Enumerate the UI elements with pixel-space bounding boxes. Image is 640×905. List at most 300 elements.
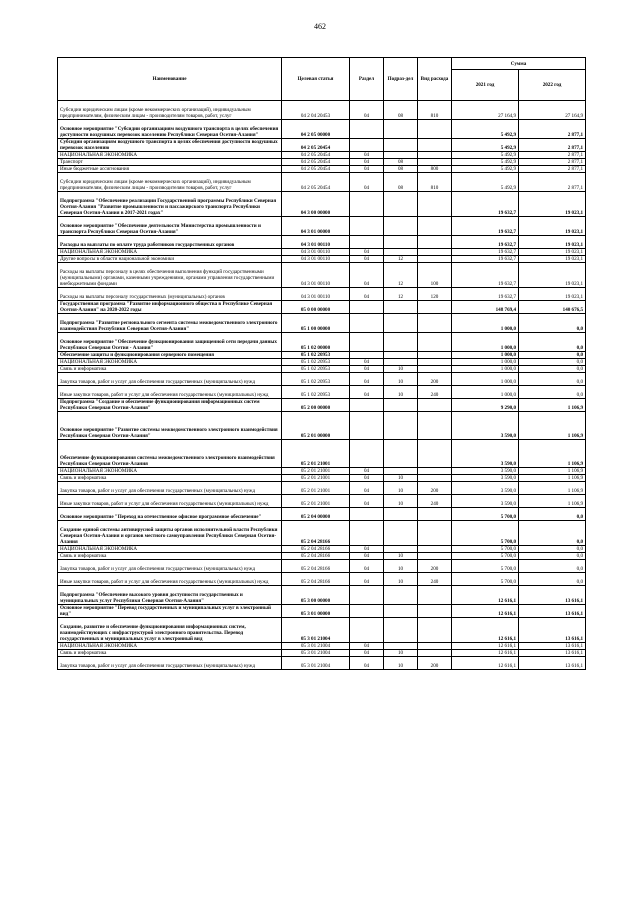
cell-section: 04 <box>350 288 384 301</box>
cell-target-article: 05 2 04 28166 <box>282 546 350 553</box>
cell-expense-type <box>418 366 452 373</box>
cell-expense-type <box>418 586 452 605</box>
cell-section: 04 <box>350 386 384 399</box>
cell-target-article: 05 2 01 21001 <box>282 495 350 508</box>
header-expense-type: Вид расхода <box>418 58 452 101</box>
cell-target-article: 04 2 04 20453 <box>282 101 350 120</box>
cell-target-article: 05 3 00 00000 <box>282 586 350 605</box>
cell-subsection: 10 <box>384 553 418 560</box>
table-row <box>58 508 586 521</box>
cell-target-article: 05 0 00 00000 <box>282 301 350 314</box>
cell-sum-2021: 1 000,0 <box>452 359 519 366</box>
cell-sum-2021: 5 492,9 <box>452 139 519 152</box>
cell-subsection <box>384 352 418 359</box>
table-row <box>58 650 586 657</box>
table-row <box>58 256 586 263</box>
cell-subsection <box>384 618 418 643</box>
cell-section <box>350 440 384 468</box>
table-row <box>58 166 586 173</box>
cell-sum-2022: 0,0 <box>519 546 586 553</box>
cell-target-article: 05 2 04 28166 <box>282 553 350 560</box>
cell-sum-2022: 0,0 <box>519 333 586 352</box>
cell-sum-2021: 19 632,7 <box>452 192 519 217</box>
cell-name: Субсидии организациям воздушного транспорта в целях обеспечения доступности воздушных перевозок населению <box>58 139 282 152</box>
cell-sum-2021: 3 590,0 <box>452 482 519 495</box>
cell-expense-type <box>418 359 452 366</box>
cell-expense-type <box>418 440 452 468</box>
cell-target-article: 04 3 01 00000 <box>282 217 350 236</box>
cell-subsection: 10 <box>384 650 418 657</box>
cell-section: 04 <box>350 546 384 553</box>
budget-table <box>57 57 586 670</box>
cell-sum-2021: 5 492,9 <box>452 166 519 173</box>
cell-sum-2022: 1 106,9 <box>519 440 586 468</box>
cell-section <box>350 314 384 333</box>
cell-sum-2021: 148 769,4 <box>452 301 519 314</box>
cell-sum-2022: 1 106,9 <box>519 482 586 495</box>
cell-sum-2022: 1 106,9 <box>519 468 586 475</box>
table-row <box>58 314 586 333</box>
cell-sum-2022: 1 106,9 <box>519 412 586 440</box>
cell-sum-2021: 12 616,1 <box>452 586 519 605</box>
cell-sum-2021: 5 492,9 <box>452 173 519 192</box>
cell-target-article: 04 2 05 20454 <box>282 159 350 166</box>
cell-target-article: 05 1 02 20953 <box>282 352 350 359</box>
table-row <box>58 482 586 495</box>
cell-section <box>350 586 384 605</box>
table-row <box>58 560 586 573</box>
table-row <box>58 412 586 440</box>
cell-sum-2022: 0,0 <box>519 314 586 333</box>
cell-target-article: 04 2 05 20454 <box>282 139 350 152</box>
cell-sum-2022: 2 877,1 <box>519 173 586 192</box>
cell-sum-2021: 5 700,0 <box>452 546 519 553</box>
cell-name: Создание, развитие и обеспечение функционирования информационных систем, взаимодействующих с инфраструктурой электронного правительства. Перевод государственных и муниципальных услуг в электронный вид <box>58 618 282 643</box>
table-row <box>58 573 586 586</box>
cell-sum-2022: 13 616,1 <box>519 657 586 670</box>
table-row <box>58 192 586 217</box>
table-row <box>58 440 586 468</box>
header-name: Наименование <box>58 58 282 101</box>
table-row <box>58 521 586 546</box>
cell-expense-type <box>418 301 452 314</box>
cell-name: Связь и информатика <box>58 650 282 657</box>
cell-expense-type <box>418 643 452 650</box>
cell-subsection: 10 <box>384 573 418 586</box>
cell-sum-2021: 19 632,7 <box>452 249 519 256</box>
cell-sum-2021: 12 616,1 <box>452 643 519 650</box>
cell-sum-2022: 0,0 <box>519 553 586 560</box>
cell-target-article: 04 2 05 20454 <box>282 152 350 159</box>
cell-subsection <box>384 508 418 521</box>
cell-target-article: 05 1 02 20953 <box>282 373 350 386</box>
cell-sum-2022: 13 616,1 <box>519 618 586 643</box>
cell-name: НАЦИОНАЛЬНАЯ ЭКОНОМИКА <box>58 643 282 650</box>
cell-sum-2021: 1 000,0 <box>452 373 519 386</box>
cell-sum-2021: 1 000,0 <box>452 366 519 373</box>
cell-name: Транспорт <box>58 159 282 166</box>
cell-expense-type <box>418 412 452 440</box>
cell-subsection <box>384 468 418 475</box>
cell-target-article: 05 3 01 21004 <box>282 650 350 657</box>
cell-target-article: 05 1 00 00000 <box>282 314 350 333</box>
cell-target-article: 05 2 04 28166 <box>282 573 350 586</box>
cell-sum-2022: 13 616,1 <box>519 605 586 618</box>
cell-sum-2021: 1 000,0 <box>452 352 519 359</box>
cell-sum-2022: 0,0 <box>519 573 586 586</box>
table-row <box>58 236 586 249</box>
table-row <box>58 399 586 412</box>
table-row <box>58 657 586 670</box>
cell-name: Иные бюджетные ассигнования <box>58 166 282 173</box>
table-row <box>58 495 586 508</box>
cell-name: Другие вопросы в области национальной экономики <box>58 256 282 263</box>
cell-target-article: 05 2 01 00000 <box>282 412 350 440</box>
cell-expense-type <box>418 352 452 359</box>
cell-subsection: 10 <box>384 366 418 373</box>
cell-expense-type: 800 <box>418 166 452 173</box>
cell-sum-2022: 0,0 <box>519 373 586 386</box>
cell-sum-2022: 19 023,1 <box>519 192 586 217</box>
table-row <box>58 139 586 152</box>
cell-expense-type <box>418 508 452 521</box>
cell-expense-type <box>418 618 452 643</box>
table-row <box>58 366 586 373</box>
cell-expense-type: 200 <box>418 482 452 495</box>
cell-sum-2022: 2 877,1 <box>519 159 586 166</box>
cell-subsection: 10 <box>384 475 418 482</box>
cell-section <box>350 508 384 521</box>
cell-target-article: 05 1 02 20953 <box>282 386 350 399</box>
table-row <box>58 263 586 288</box>
cell-target-article: 05 3 01 21004 <box>282 657 350 670</box>
cell-sum-2021: 19 632,7 <box>452 263 519 288</box>
cell-sum-2021: 5 700,0 <box>452 521 519 546</box>
cell-name: Расходы на выплаты персоналу государственных (муниципальных) органов <box>58 288 282 301</box>
cell-target-article: 05 2 01 21001 <box>282 440 350 468</box>
cell-target-article: 05 2 00 00000 <box>282 399 350 412</box>
table-row <box>58 475 586 482</box>
cell-sum-2022: 1 106,9 <box>519 495 586 508</box>
header-year-2021: 2021 год <box>452 70 519 101</box>
cell-section: 04 <box>350 166 384 173</box>
cell-subsection <box>384 333 418 352</box>
cell-subsection <box>384 412 418 440</box>
table-row <box>58 173 586 192</box>
cell-sum-2021: 5 492,9 <box>452 152 519 159</box>
cell-subsection <box>384 139 418 152</box>
table-header <box>58 58 586 101</box>
cell-subsection <box>384 236 418 249</box>
page-number: 462 <box>314 22 326 31</box>
cell-target-article: 05 2 04 00000 <box>282 508 350 521</box>
cell-expense-type: 120 <box>418 288 452 301</box>
cell-name: Подпрограмма "Обеспечение реализации Государственной программы Республики Северная Осетия-Алания "Развитие промышленности и пассажирского транспорта Республики Северная Осетия-Алания в 2017-2021 годах" <box>58 192 282 217</box>
cell-subsection: 08 <box>384 101 418 120</box>
cell-sum-2021: 1 000,0 <box>452 314 519 333</box>
cell-sum-2022: 0,0 <box>519 560 586 573</box>
cell-expense-type <box>418 249 452 256</box>
table-row <box>58 249 586 256</box>
cell-name: НАЦИОНАЛЬНАЯ ЭКОНОМИКА <box>58 249 282 256</box>
cell-section: 04 <box>350 256 384 263</box>
cell-sum-2021: 9 290,0 <box>452 399 519 412</box>
cell-name: Субсидии юридическим лицам (кроме некоммерческих организаций), индивидуальным предпринимателям, физическим лицам - производителям товаров, работ, услуг <box>58 173 282 192</box>
cell-sum-2021: 19 632,7 <box>452 236 519 249</box>
cell-subsection <box>384 605 418 618</box>
cell-sum-2022: 2 877,1 <box>519 139 586 152</box>
table-row <box>58 288 586 301</box>
cell-subsection: 10 <box>384 560 418 573</box>
cell-name: Обеспечение защиты и функционирования серверного помещения <box>58 352 282 359</box>
table-row <box>58 359 586 366</box>
cell-sum-2021: 5 700,0 <box>452 573 519 586</box>
cell-name: Подпрограмма "Обеспечение высокого уровня доступности государственных и муниципальных услуг Республики Северная Осетия-Алания" <box>58 586 282 605</box>
cell-section: 04 <box>350 249 384 256</box>
cell-sum-2021: 27 164,9 <box>452 101 519 120</box>
table-row <box>58 120 586 139</box>
cell-name: Основное мероприятие "Развитие системы межведомственного электронного взаимодействия Республики Северная Осетия-Алания" <box>58 412 282 440</box>
cell-sum-2022: 1 106,9 <box>519 399 586 412</box>
cell-sum-2021: 3 590,0 <box>452 440 519 468</box>
cell-name: Основное мероприятие "Переход на отечественное офисное программное обеспечение" <box>58 508 282 521</box>
cell-sum-2021: 5 700,0 <box>452 508 519 521</box>
cell-sum-2022: 0,0 <box>519 352 586 359</box>
table-row <box>58 468 586 475</box>
cell-target-article: 05 2 04 28166 <box>282 560 350 573</box>
cell-section <box>350 333 384 352</box>
cell-name: Иные закупки товаров, работ и услуг для обеспечения государственных (муниципальных) нужд <box>58 495 282 508</box>
cell-subsection: 10 <box>384 495 418 508</box>
cell-section: 04 <box>350 159 384 166</box>
cell-expense-type: 810 <box>418 173 452 192</box>
cell-target-article: 04 2 05 00000 <box>282 120 350 139</box>
cell-target-article: 05 1 02 20953 <box>282 359 350 366</box>
cell-target-article: 05 3 01 00000 <box>282 605 350 618</box>
cell-section: 04 <box>350 263 384 288</box>
cell-subsection <box>384 359 418 366</box>
cell-name: Создание единой системы антивирусной защиты органов исполнительной власти Республики Северная Осетия-Алания и органов местного самоуправления Республики Северная Осетия-Алания <box>58 521 282 546</box>
cell-section: 04 <box>350 560 384 573</box>
cell-sum-2021: 3 590,0 <box>452 475 519 482</box>
cell-section: 04 <box>350 475 384 482</box>
cell-sum-2022: 0,0 <box>519 359 586 366</box>
cell-sum-2021: 3 590,0 <box>452 412 519 440</box>
cell-expense-type <box>418 217 452 236</box>
cell-section: 04 <box>350 373 384 386</box>
cell-sum-2022: 2 877,1 <box>519 152 586 159</box>
cell-name: Подпрограмма "Создание и обеспечение функционирования информационных систем Республики Северная Осетия-Алания" <box>58 399 282 412</box>
cell-subsection: 10 <box>384 657 418 670</box>
cell-target-article: 04 3 01 00110 <box>282 288 350 301</box>
cell-sum-2022: 2 877,1 <box>519 120 586 139</box>
table-row <box>58 553 586 560</box>
cell-sum-2021: 19 632,7 <box>452 256 519 263</box>
cell-sum-2021: 1 000,0 <box>452 386 519 399</box>
cell-sum-2021: 12 616,1 <box>452 650 519 657</box>
cell-expense-type <box>418 192 452 217</box>
cell-sum-2021: 12 616,1 <box>452 605 519 618</box>
cell-section <box>350 521 384 546</box>
cell-expense-type: 200 <box>418 657 452 670</box>
header-sum: Сумма <box>452 58 586 70</box>
cell-name: НАЦИОНАЛЬНАЯ ЭКОНОМИКА <box>58 468 282 475</box>
cell-section: 04 <box>350 573 384 586</box>
cell-subsection <box>384 546 418 553</box>
cell-sum-2021: 5 492,9 <box>452 159 519 166</box>
cell-name: Расходы на выплаты персоналу в целях обеспечения выполнения функций государственными (муниципальными) органами, казенными учреждениями, органами управления государственными внебюджетными фондами <box>58 263 282 288</box>
cell-target-article: 05 1 02 20953 <box>282 366 350 373</box>
cell-name: Связь и информатика <box>58 553 282 560</box>
table-row <box>58 643 586 650</box>
cell-target-article: 04 2 05 20454 <box>282 173 350 192</box>
cell-name: Основное мероприятие "Субсидии организациям воздушного транспорта в целях обеспечения доступности воздушных перевозок населению Республики Северная Осетия-Алания" <box>58 120 282 139</box>
cell-target-article: 04 3 01 00110 <box>282 263 350 288</box>
cell-section <box>350 236 384 249</box>
cell-sum-2022: 19 023,1 <box>519 236 586 249</box>
cell-target-article: 05 2 01 21001 <box>282 468 350 475</box>
header-section: Раздел <box>350 58 384 101</box>
cell-sum-2021: 12 616,1 <box>452 657 519 670</box>
cell-sum-2021: 19 632,7 <box>452 217 519 236</box>
table-row <box>58 352 586 359</box>
cell-expense-type: 240 <box>418 495 452 508</box>
cell-subsection: 12 <box>384 288 418 301</box>
cell-target-article: 04 3 00 00000 <box>282 192 350 217</box>
cell-name: Закупка товаров, работ и услуг для обеспечения государственных (муниципальных) нужд <box>58 482 282 495</box>
cell-section <box>350 139 384 152</box>
cell-name: Расходы на выплаты по оплате труда работников государственных органов <box>58 236 282 249</box>
table-row <box>58 217 586 236</box>
cell-sum-2021: 12 616,1 <box>452 618 519 643</box>
cell-expense-type <box>418 521 452 546</box>
cell-sum-2022: 19 023,1 <box>519 217 586 236</box>
cell-expense-type <box>418 399 452 412</box>
header-subsection: Подраз-дел <box>384 58 418 101</box>
cell-target-article: 04 3 01 00110 <box>282 256 350 263</box>
cell-name: Подпрограмма "Развитие регионального сегмента системы межведомственного электронного взаимодействия Республики Северная Осетия-Алания" <box>58 314 282 333</box>
table-body <box>58 101 586 670</box>
cell-sum-2021: 19 632,7 <box>452 288 519 301</box>
cell-section <box>350 605 384 618</box>
cell-expense-type <box>418 546 452 553</box>
cell-sum-2022: 0,0 <box>519 521 586 546</box>
table-row <box>58 333 586 352</box>
cell-sum-2021: 3 590,0 <box>452 468 519 475</box>
cell-subsection <box>384 120 418 139</box>
table-row <box>58 159 586 166</box>
cell-expense-type: 240 <box>418 386 452 399</box>
cell-sum-2022: 0,0 <box>519 366 586 373</box>
cell-section: 04 <box>350 366 384 373</box>
cell-expense-type <box>418 475 452 482</box>
cell-subsection <box>384 192 418 217</box>
cell-target-article: 05 1 02 00000 <box>282 333 350 352</box>
cell-subsection: 12 <box>384 256 418 263</box>
cell-target-article: 05 3 01 21004 <box>282 643 350 650</box>
cell-sum-2022: 19 023,1 <box>519 249 586 256</box>
cell-section: 04 <box>350 495 384 508</box>
cell-name: Основное мероприятие "Перевод государственных и муниципальных услуг в электронный вид" <box>58 605 282 618</box>
cell-sum-2021: 5 700,0 <box>452 553 519 560</box>
table-row <box>58 546 586 553</box>
cell-expense-type <box>418 553 452 560</box>
cell-section <box>350 217 384 236</box>
cell-sum-2022: 0,0 <box>519 508 586 521</box>
cell-subsection <box>384 586 418 605</box>
cell-subsection: 12 <box>384 263 418 288</box>
cell-expense-type <box>418 139 452 152</box>
cell-expense-type: 810 <box>418 101 452 120</box>
cell-section: 04 <box>350 553 384 560</box>
cell-name: Закупка товаров, работ и услуг для обеспечения государственных (муниципальных) нужд <box>58 373 282 386</box>
cell-section <box>350 120 384 139</box>
cell-sum-2022: 140 676,5 <box>519 301 586 314</box>
table-row <box>58 618 586 643</box>
cell-subsection <box>384 249 418 256</box>
cell-target-article: 04 3 01 00110 <box>282 236 350 249</box>
cell-name: Иные закупки товаров, работ и услуг для обеспечения государственных (муниципальных) нужд <box>58 573 282 586</box>
cell-target-article: 05 2 01 21001 <box>282 475 350 482</box>
table-row <box>58 386 586 399</box>
table-row <box>58 586 586 605</box>
cell-section: 04 <box>350 152 384 159</box>
cell-target-article: 05 3 01 21004 <box>282 618 350 643</box>
cell-name: Связь и информатика <box>58 475 282 482</box>
cell-section: 04 <box>350 643 384 650</box>
cell-expense-type <box>418 159 452 166</box>
cell-section: 04 <box>350 468 384 475</box>
cell-name: Закупка товаров, работ и услуг для обеспечения государственных (муниципальных) нужд <box>58 657 282 670</box>
cell-sum-2022: 13 616,1 <box>519 643 586 650</box>
cell-name: НАЦИОНАЛЬНАЯ ЭКОНОМИКА <box>58 359 282 366</box>
cell-section: 04 <box>350 482 384 495</box>
cell-sum-2022: 27 164,9 <box>519 101 586 120</box>
cell-sum-2022: 13 616,1 <box>519 650 586 657</box>
table-row <box>58 101 586 120</box>
cell-target-article: 04 3 01 00110 <box>282 249 350 256</box>
cell-sum-2022: 19 023,1 <box>519 263 586 288</box>
cell-expense-type <box>418 236 452 249</box>
cell-name: НАЦИОНАЛЬНАЯ ЭКОНОМИКА <box>58 152 282 159</box>
cell-expense-type <box>418 468 452 475</box>
cell-subsection: 08 <box>384 159 418 166</box>
table-row <box>58 605 586 618</box>
cell-subsection <box>384 217 418 236</box>
cell-section <box>350 301 384 314</box>
cell-section: 04 <box>350 101 384 120</box>
cell-sum-2021: 5 492,9 <box>452 120 519 139</box>
cell-target-article: 05 2 01 21001 <box>282 482 350 495</box>
cell-section <box>350 192 384 217</box>
cell-sum-2022: 19 023,1 <box>519 288 586 301</box>
cell-sum-2021: 5 700,0 <box>452 560 519 573</box>
cell-subsection <box>384 399 418 412</box>
cell-name: Обеспечение функционирования системы межведомственного электронного взаимодействия Республики Северная Осетия-Алания <box>58 440 282 468</box>
header-year-2022: 2022 год <box>519 70 586 101</box>
cell-expense-type: 200 <box>418 373 452 386</box>
cell-sum-2022: 2 877,1 <box>519 166 586 173</box>
header-code: Целевая статья <box>282 58 350 101</box>
cell-subsection <box>384 301 418 314</box>
cell-section <box>350 412 384 440</box>
cell-subsection <box>384 152 418 159</box>
cell-expense-type: 200 <box>418 560 452 573</box>
cell-expense-type: 100 <box>418 263 452 288</box>
table-row <box>58 301 586 314</box>
cell-sum-2022: 13 616,1 <box>519 586 586 605</box>
cell-section <box>350 352 384 359</box>
